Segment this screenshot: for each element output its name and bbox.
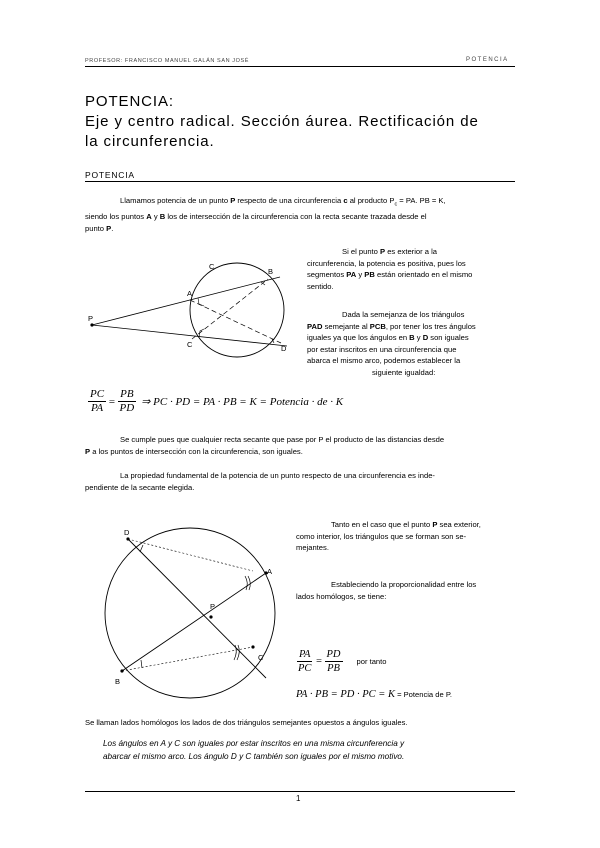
footer-rule (85, 791, 515, 792)
header-topic: POTENCIA (466, 57, 509, 63)
f1-den1: PA (91, 402, 104, 414)
p4-l1: Se cumple pues que cualquier recta secante que pase por P el producto de las distancias desde (120, 435, 445, 444)
p3-l3e: son iguales (428, 333, 469, 342)
p3-l3d: D (422, 333, 429, 342)
f1-den2: PD (119, 402, 135, 414)
p5-l1: La propiedad fundamental de la potencia de un punto respecto de una circunferencia es inde- (120, 471, 435, 480)
p3-l6: siguiente igualdad: (372, 367, 436, 377)
fraction-pb-pd (118, 388, 137, 415)
p3-l3c: y (414, 333, 423, 342)
header-author: PROFESOR: FRANCISCO MANUEL GALÁN SAN JOSÉ (85, 58, 250, 64)
title-line-1: POTENCIA: (85, 93, 174, 110)
p6-l2: como interior, los triángulos que se forman son se- (296, 531, 467, 541)
p2-l3d: PB (364, 270, 375, 279)
formula-power: $\frac{PC}{PA}$ = $\frac{PB}{PD}$ ⇒ PC · PD = PA · PB = K = Potencia · de · K (90, 388, 344, 414)
f2-num2: PD (326, 649, 341, 660)
p4-l2b: a los puntos de intersección con la circunferencia, son iguales. (90, 446, 303, 456)
p1-e: al producto P (347, 196, 395, 205)
p3-l4: por estar inscritos en una circunferencia que (307, 344, 457, 354)
section-rule (85, 181, 515, 182)
page-number: 1 (296, 794, 301, 803)
p2-l1b: P (380, 247, 386, 256)
p2-l3e: están orientado en el mismo (374, 270, 473, 279)
p1-a: Llamamos potencia de un punto (120, 196, 231, 205)
f2-num1: PA (298, 649, 311, 660)
paragraph-exterior (307, 246, 522, 292)
p1-f: c (394, 201, 398, 208)
fig2-label-d: D (124, 528, 130, 537)
paragraph-homologous: Se llaman lados homólogos los lados de dos triángulos semejantes opuestos a ángulos iguales. (85, 718, 408, 727)
p1-line2d: B (159, 212, 166, 222)
note-l2: abarcar el mismo arco. Los ángulo D y C también son iguales por el mismo motivo. (103, 751, 405, 761)
p3-l2d: , por tener los tres ángulos (385, 321, 476, 331)
paragraph-interior (296, 519, 521, 554)
p1-b: P (230, 196, 236, 205)
p1-line3c: . (111, 223, 114, 233)
f1-num1: PC (90, 388, 105, 400)
f2-den2: PB (327, 663, 340, 674)
fig1-label-a: A (187, 289, 193, 298)
fig1-label-d: D (281, 344, 287, 353)
p2-l3c: y (356, 270, 365, 279)
p2-l3b: PA (346, 270, 357, 279)
title-line-2: Eje y centro radical. Sección áurea. Rectificación de (85, 113, 479, 130)
fig2-label-p: P (210, 602, 216, 611)
f2-suffix: por tanto (356, 657, 387, 666)
page-title (85, 92, 525, 152)
paragraph-secant (85, 434, 525, 457)
f1-rest: ⇒ PC · PD = PA · PB = K = Potencia · de · K (141, 396, 344, 408)
p2-l4: sentido. (307, 281, 334, 291)
figure-exterior-point (82, 255, 302, 380)
p2-l1a: Si el punto (342, 247, 380, 256)
p6-l1c: sea exterior, (437, 520, 481, 529)
fig1-label-b: B (268, 267, 274, 276)
p1-line2b: A (146, 212, 152, 222)
p1-line2e: los de intersección de la circunferencia con la recta secante trazada desde el (165, 212, 427, 222)
p1-line2c: y (151, 212, 160, 222)
p3-l1: Dada la semejanza de los triángulos (342, 310, 465, 319)
p6-l1b: P (432, 520, 438, 529)
p1-line3b: P (106, 223, 112, 233)
p6-l3: mejantes. (296, 543, 329, 552)
fraction-pd-pb (325, 648, 343, 675)
fig1-label-c-bottom: C (187, 340, 193, 349)
formula-proportion: $\frac{PA}{PC}$ = $\frac{PD}{PB}$ por tanto (298, 649, 387, 674)
p7-l2: lados homólogos, se tiene: (296, 591, 387, 601)
p3-l2a: PAD (307, 321, 323, 331)
p5-l2: pendiente de la secante elegida. (85, 482, 195, 492)
p2-l2: circunferencia, la potencia es positiva, pues los (307, 258, 466, 268)
f2-line2: PA · PB = PD · PC = K (296, 689, 395, 700)
p2-l1c: es exterior a la (385, 247, 437, 256)
p7-l1: Estableciendo la proporcionalidad entre los (331, 580, 477, 589)
p1-c: respecto de una circunferencia (235, 196, 344, 205)
p3-l3b: B (409, 333, 415, 342)
fraction-pa-pc (296, 648, 313, 675)
note-l1: Los ángulos en A y C son iguales por estar inscritos en una misma circunferencia y (103, 739, 405, 748)
figure-interior-point (85, 520, 295, 700)
f1-num2: PB (120, 388, 134, 400)
italic-note (103, 738, 523, 763)
fig2-label-a: A (267, 567, 273, 576)
p1-d: c (343, 196, 348, 205)
formula-result (296, 684, 452, 702)
p3-l3a: iguales ya que los ángulos en (307, 333, 410, 342)
paragraph-similarity (307, 309, 522, 378)
p1-g: = PA. PB = K, (397, 196, 446, 205)
fig1-label-p: P (88, 314, 94, 323)
section-heading: POTENCIA (85, 170, 135, 180)
paragraph-definition (85, 195, 520, 234)
p3-l5: abarca el mismo arco, podemos establecer la (307, 356, 461, 365)
paragraph-proportionality (296, 579, 521, 602)
fraction-pc-pa (88, 388, 106, 415)
f2-line2suffix: = Potencia de P. (394, 690, 453, 699)
p4-l2a: P (85, 446, 91, 456)
header-rule (85, 66, 515, 67)
p2-l3a: segmentos (307, 270, 347, 279)
title-line-3: la circunferencia. (85, 133, 215, 150)
p1-line3a: punto (85, 223, 107, 233)
p6-l1a: Tanto en el caso que el punto (331, 520, 433, 529)
fig2-label-b: B (115, 677, 121, 686)
paragraph-property (85, 470, 525, 493)
f2-den1: PC (298, 663, 312, 674)
p3-l2b: semejante al (322, 321, 370, 331)
fig2-label-c: C (258, 653, 264, 662)
p3-l2c: PCB (369, 321, 386, 331)
p1-line2a: siendo los puntos (85, 212, 147, 222)
fig1-label-c-top: C (209, 262, 215, 271)
